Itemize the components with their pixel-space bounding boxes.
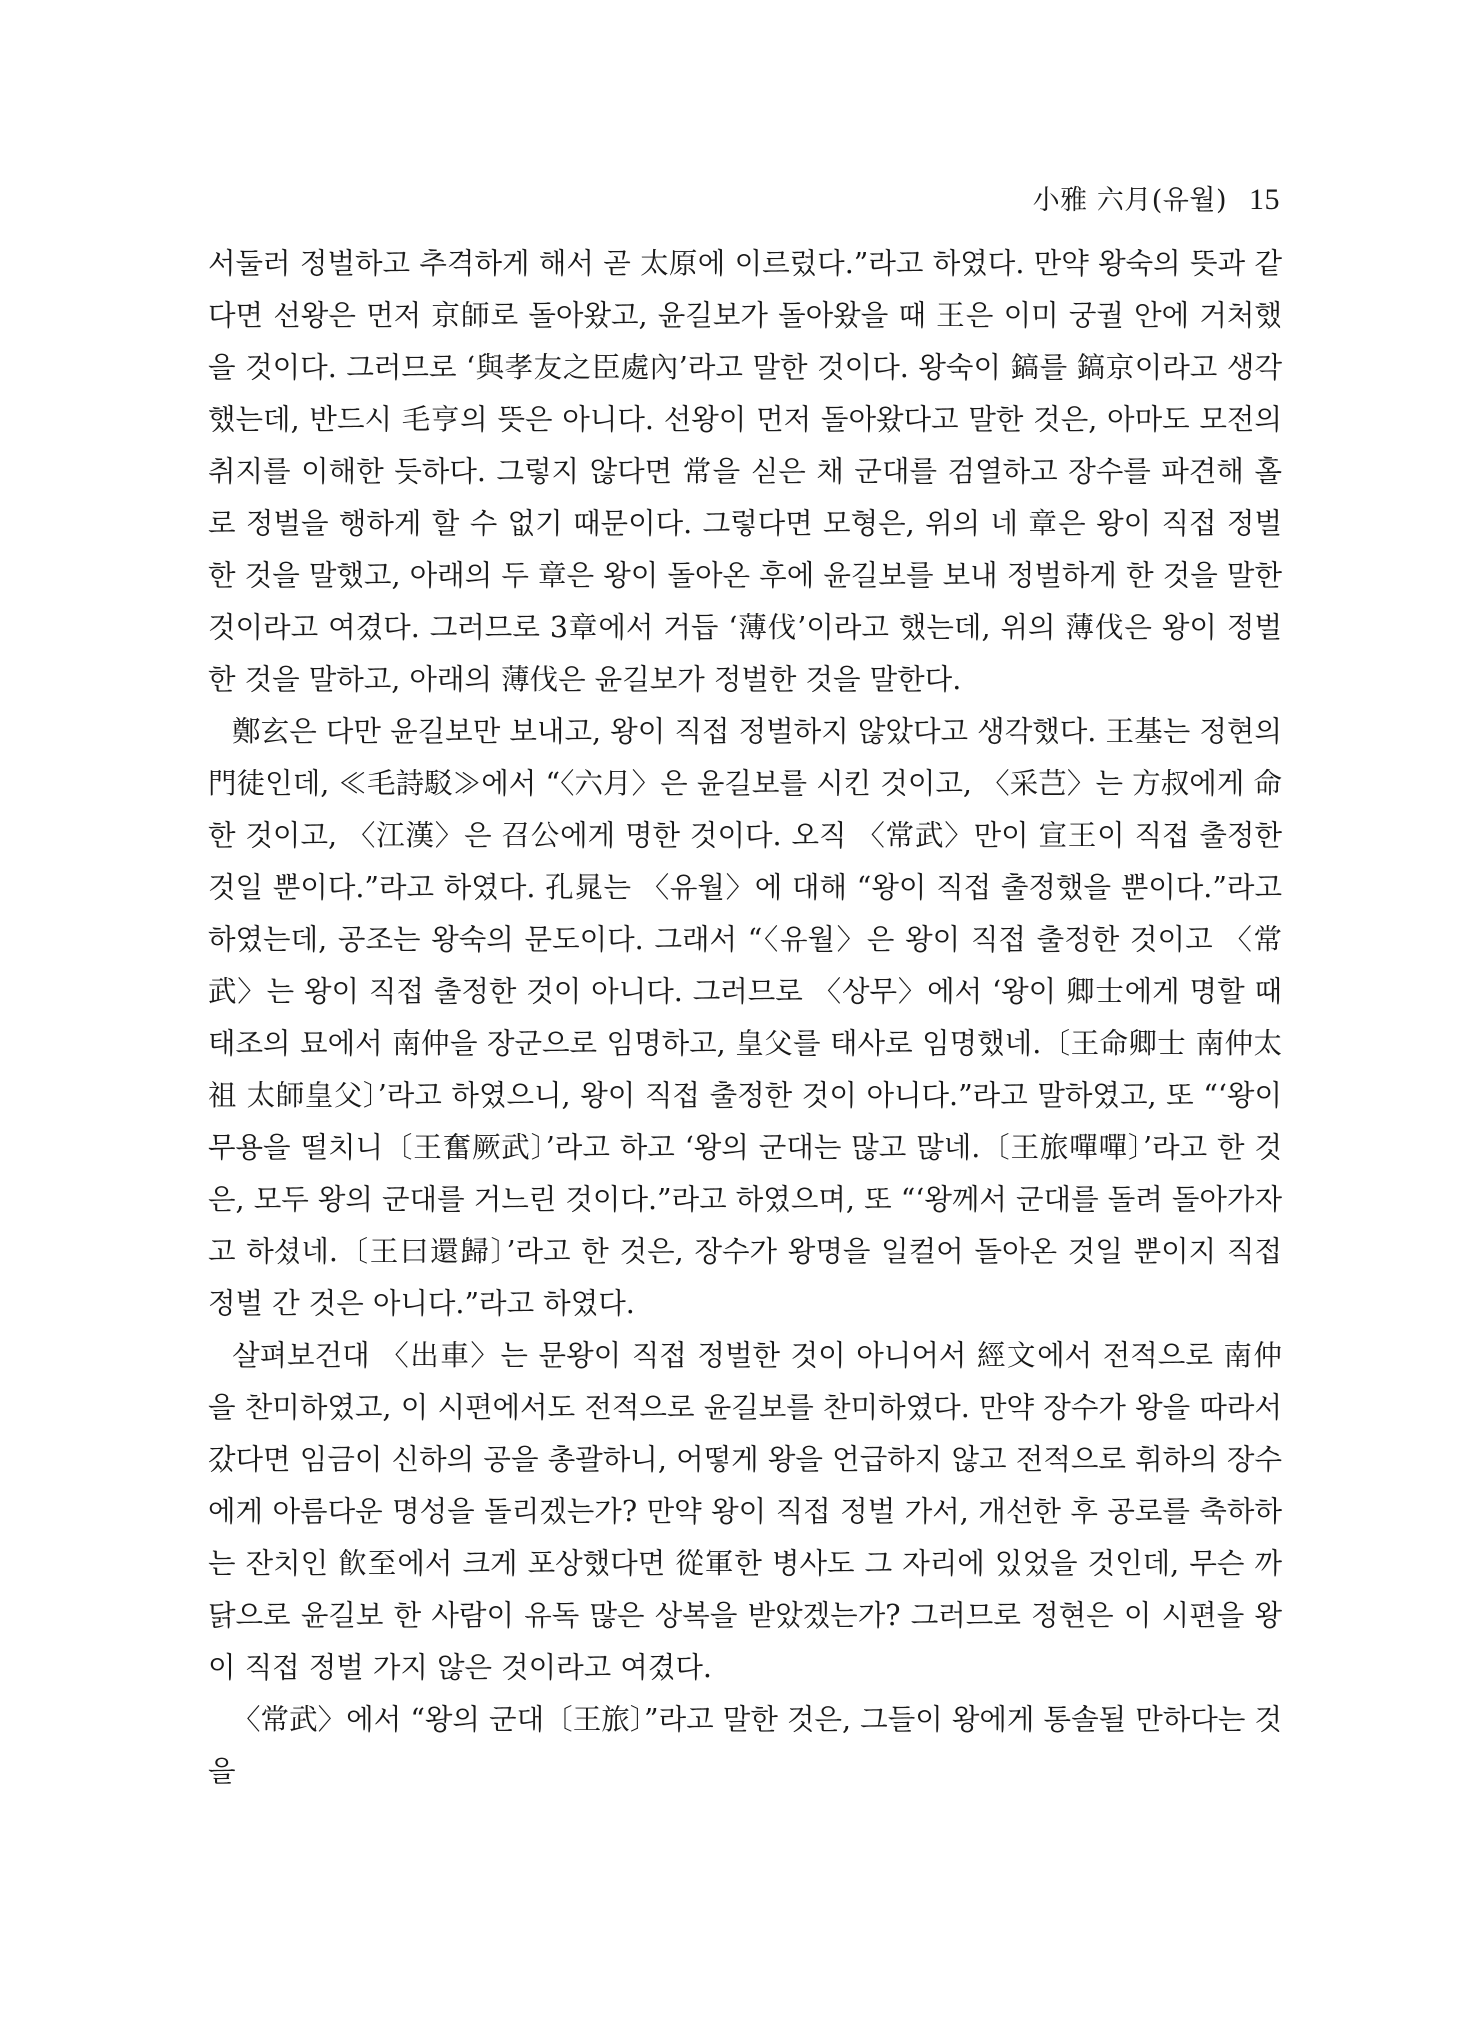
paragraph: 鄭玄은 다만 윤길보만 보내고, 왕이 직접 정벌하지 않았다고 생각했다. 王基는 정현의 門徒인데, ≪毛詩駁≫에서 “〈六月〉은 윤길보를 시킨 것이고, 〈采芑〉는 方叔에게 命한 것이고, 〈江漢〉은 召公에게 명한 것이다. 오직 〈常武〉만이 宣王이 직접 출정한 것일 뿐이다.”라고 하였다. 孔晁는 〈유월〉에 대해 “왕이 직접 출정했을 뿐이다.”라고 하였는데, 공조는 왕숙의 문도이다. 그래서 “〈유월〉은 왕이 직접 출정한 것이고 〈常武〉는 왕이 직접 출정한 것이 아니다. 그러므로 〈상무〉에서 ‘왕이 卿士에게 명할 때 태조의 묘에서 南仲을 장군으로 임명하고, 皇父를 태사로 임명했네.〔王命卿士 南仲太祖 太師皇父〕’라고 하였으니, 왕이 직접 출정한 것이 아니다.”라고 말하였고, 또 “‘왕이 무용을 떨치니〔王奮厥武〕’라고 하고 ‘왕의 군대는 많고 많네.〔王旅嘽嘽〕’라고 한 것은, 모두 왕의 군대를 거느린 것이다.”라고 하였으며, 또 “‘왕께서 군대를 돌려 돌아가자고 하셨네.〔王曰還歸〕’라고 한 것은, 장수가 왕명을 일컬어 돌아온 것일 뿐이지 직접 정벌 간 것은 아니다.”라고 하였다. (208, 715, 1282, 1320)
running-title: 小雅 六月(유월) (1032, 185, 1227, 216)
page-number: 15 (1249, 183, 1280, 216)
paragraph: 살펴보건대 〈出車〉는 문왕이 직접 정벌한 것이 아니어서 經文에서 전적으로 南仲을 찬미하였고, 이 시편에서도 전적으로 윤길보를 찬미하였다. 만약 장수가 왕을 따라서 갔다면 임금이 신하의 공을 총괄하니, 어떻게 왕을 언급하지 않고 전적으로 휘하의 장수에게 아름다운 명성을 돌리겠는가? 만약 왕이 직접 정벌 가서, 개선한 후 공로를 축하하는 잔치인 飮至에서 크게 포상했다면 從軍한 병사도 그 자리에 있었을 것인데, 무슨 까닭으로 윤길보 한 사람이 유독 많은 상복을 받았겠는가? 그러므로 정현은 이 시편을 왕이 직접 정벌 가지 않은 것이라고 여겼다. (208, 1339, 1282, 1684)
paragraph: 서둘러 정벌하고 추격하게 해서 곧 太原에 이르렀다.”라고 하였다. 만약 왕숙의 뜻과 같다면 선왕은 먼저 京師로 돌아왔고, 윤길보가 돌아왔을 때 王은 이미 궁궐 안에 거처했을 것이다. 그러므로 ‘與孝友之臣處內’라고 말한 것이다. 왕숙이 鎬를 鎬京이라고 생각했는데, 반드시 毛亨의 뜻은 아니다. 선왕이 먼저 돌아왔다고 말한 것은, 아마도 모전의 취지를 이해한 듯하다. 그렇지 않다면 常을 싣은 채 군대를 검열하고 장수를 파견해 홀로 정벌을 행하게 할 수 없기 때문이다. 그렇다면 모형은, 위의 네 章은 왕이 직접 정벌한 것을 말했고, 아래의 두 章은 왕이 돌아온 후에 윤길보를 보내 정벌하게 한 것을 말한 것이라고 여겼다. 그러므로 3章에서 거듭 ‘薄伐’이라고 했는데, 위의 薄伐은 왕이 정벌한 것을 말하고, 아래의 薄伐은 윤길보가 정벌한 것을 말한다. (208, 247, 1282, 696)
paragraph: 〈常武〉에서 “왕의 군대〔王旅〕”라고 말한 것은, 그들이 왕에게 통솔될 만하다는 것을 (208, 1703, 1282, 1788)
body-text (208, 238, 1282, 1798)
running-header (1033, 178, 1280, 217)
